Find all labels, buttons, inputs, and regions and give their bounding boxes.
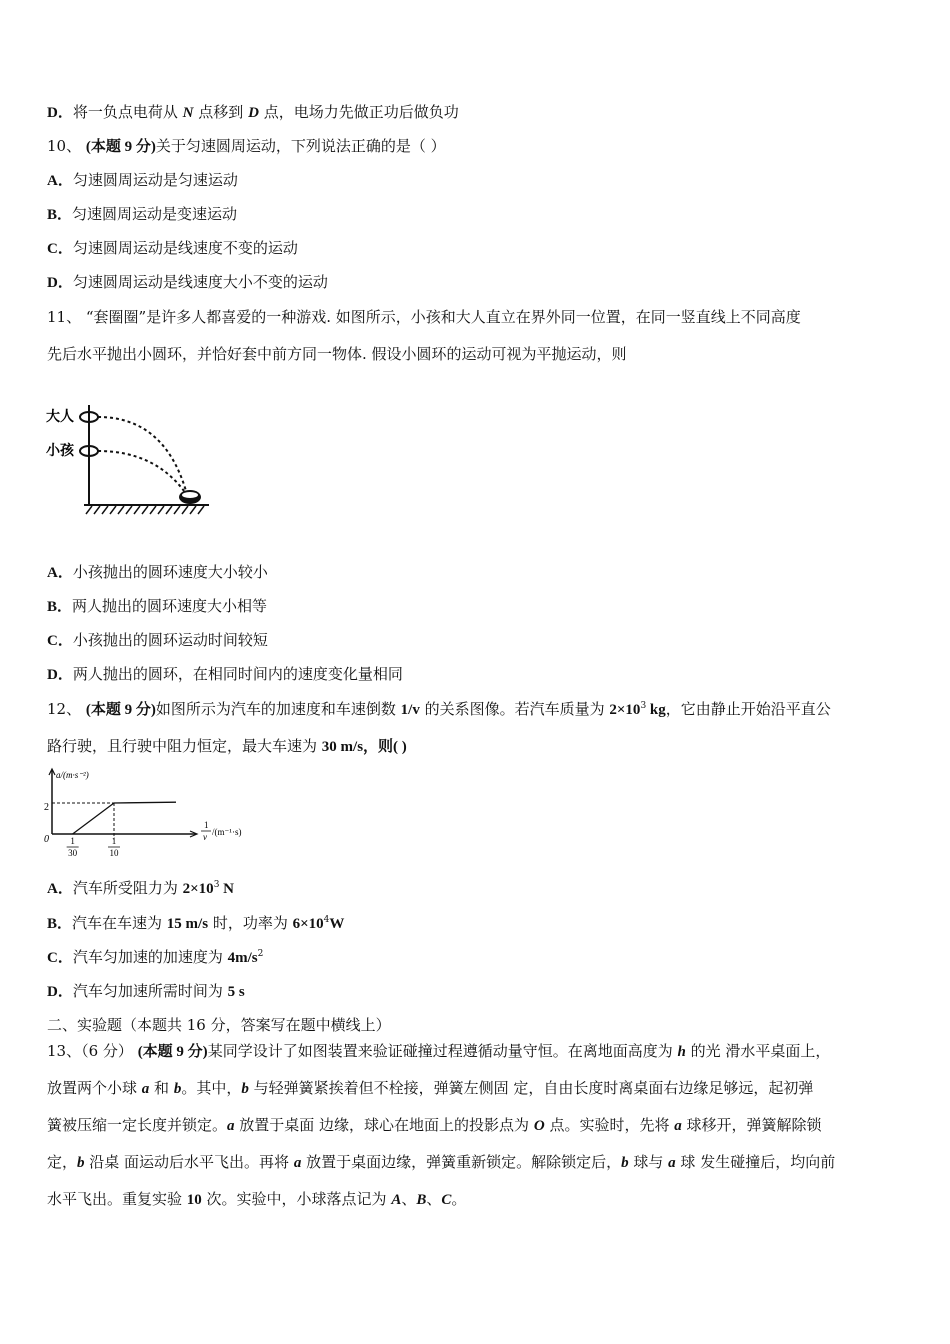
target-ring [182,492,198,498]
q13-line4: 定，b 沿桌 面运动后水平飞出。再将 a 放置于桌面边缘，弹簧重新锁定。解除锁定后，b 球与 a 球 发生碰撞后，均向前 [47,1153,836,1171]
option-label: D． [47,105,73,121]
q10-option-a: A．匀速圆周运动是匀速运动 [47,171,238,189]
section-title: 二、实验题（本题共 16 分，答案写在题中横线上） [47,1016,391,1034]
x-tick-1-den: 30 [68,848,78,858]
x-tick-1-num: 1 [70,836,75,846]
x-tick-2 [108,836,120,858]
question-number: 11、 [47,308,82,326]
q13-line2: 放置两个小球 a 和 b。其中，b 与轻弹簧紧挨着但不栓接，弹簧左侧固 定，自由长度时离桌面右边缘足够远，起初弹 [47,1079,814,1097]
question-meta: (本题 9 分) [85,702,156,718]
q11-option-d: D．两人抛出的圆环，在相同时间内的速度变化量相同 [47,665,403,683]
y-axis-label: a/(m·s⁻²) [56,770,89,780]
ring-toss-figure [44,395,224,525]
q13-line5: 水平飞出。重复实验 10 次。实验中，小球落点记为 A、B、C。 [47,1190,467,1208]
x-axis-fraction-den: v [203,832,207,842]
x-tick-2-num: 1 [111,836,117,846]
x-axis-fraction-num: 1 [204,820,209,830]
q12-stem-line1: 12、 (本题 9 分)如图所示为汽车的加速度和车速倒数 1/v 的关系图像。若汽车质量为 $2\times 10^3$ kg，它由静止开始沿平直公 [47,700,831,718]
question-meta: (本题 9 分) [137,1044,208,1060]
q12-option-c: C．汽车匀加速的加速度为 $4m/s^2$ [47,948,264,966]
adult-label: 大人 [46,409,74,425]
q10-option-b: B．匀速圆周运动是变速运动 [47,205,238,223]
origin-label: 0 [44,834,49,845]
question-meta: (本题 9 分) [85,139,156,155]
q11-option-a: A．小孩抛出的圆环速度大小较小 [47,563,268,581]
q11-option-b: B．两人抛出的圆环速度大小相等 [47,597,268,615]
child-label: 小孩 [46,443,74,459]
q10-option-d: D．匀速圆周运动是线速度大小不变的运动 [47,273,328,291]
q12-option-b: B．汽车在车速为 15 m/s 时，功率为 $6\times 10^4W$ [47,914,345,932]
x-tick-2-den: 10 [109,848,119,858]
acceleration-vs-inverse-speed-chart [44,766,264,862]
q9-option-d: D．将一负点电荷从 N 点移到 D 点，电场力先做正功后做负功 [47,103,459,121]
q11-option-c: C．小孩抛出的圆环运动时间较短 [47,631,268,649]
child-trajectory [98,451,184,491]
question-number: 10、 [47,137,82,155]
ground-hatch [86,506,204,514]
q13-line3: 簧被压缩一定长度并锁定。a 放置于桌面 边缘，球心在地面上的投影点为 O 点。实验时，先将 a 球移开，弹簧解除锁 [47,1116,822,1134]
question-number: 12、 [47,700,82,718]
q12-option-a: A．汽车所受阻力为 $2\times 10^3$ N [47,879,235,897]
data-series-line [73,802,176,834]
x-tick-1 [67,836,79,858]
y-tick-label: 2 [44,802,49,813]
q11-stem-line1: 11、 “套圈圈”是许多人都喜爱的一种游戏. 如图所示，小孩和大人直立在界外同一位置，在同一竖直线上不同高度 [47,308,801,326]
adult-trajectory [98,417,186,491]
q11-stem-line2: 先后水平抛出小圆环，并恰好套中前方同一物体. 假设小圆环的运动可视为平抛运动，则 [47,345,627,363]
x-axis-unit-label: /(m⁻¹·s) [212,827,242,837]
q12-option-d: D．汽车匀加速所需时间为 5 s [47,982,245,1000]
x-axis-title [201,820,241,842]
q10-stem: 10、 (本题 9 分)关于匀速圆周运动，下列说法正确的是（ ） [47,137,446,155]
q13-line1: 13、（6 分） (本题 9 分)某同学设计了如图装置来验证碰撞过程遵循动量守恒。在离地面高度为 h 的光 滑水平桌面上， [47,1042,831,1060]
q12-stem-line2: 路行驶，且行驶中阻力恒定，最大车速为 30 m/s，则( ) [47,737,407,755]
q10-option-c: C．匀速圆周运动是线速度不变的运动 [47,239,298,257]
question-number: 13、 [47,1042,82,1060]
